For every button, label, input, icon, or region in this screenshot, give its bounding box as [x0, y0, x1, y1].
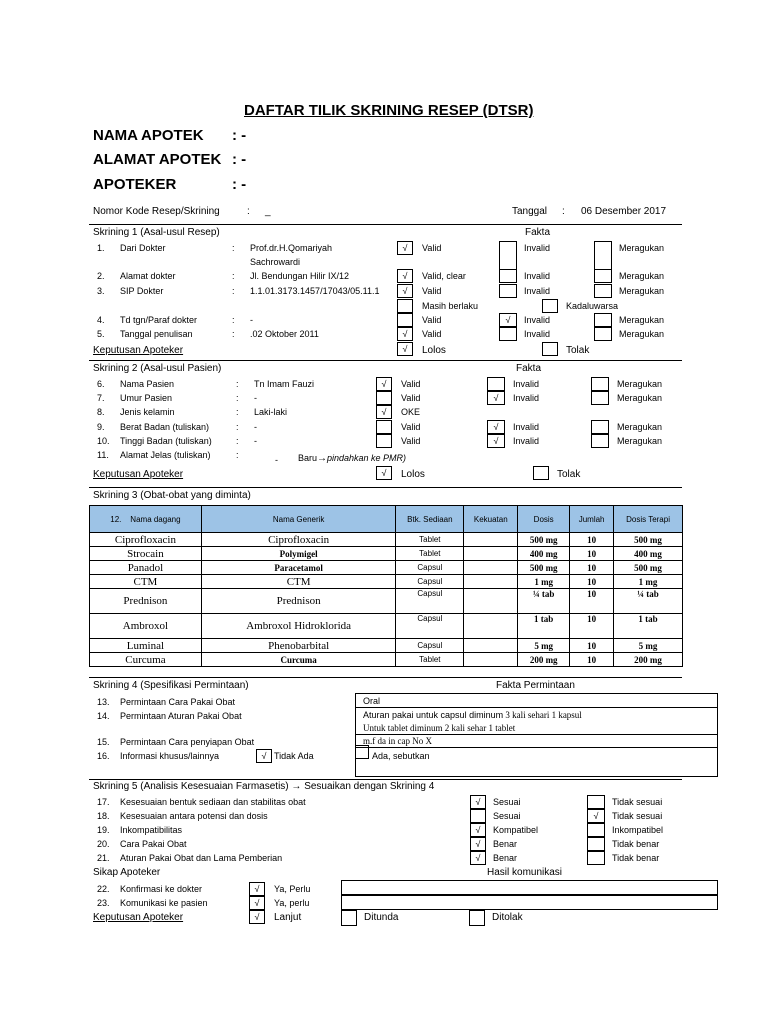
row-value-cont: Sachrowardi [250, 257, 301, 267]
checkbox-valid[interactable]: √ [376, 377, 392, 391]
cell-jumlah: 10 [570, 533, 614, 547]
cell-jumlah: 10 [570, 575, 614, 589]
option-invalid: Invalid [513, 422, 540, 432]
cell-generik: Phenobarbital [201, 639, 396, 653]
cell-nama: Curcuma [90, 653, 202, 667]
table-row [90, 561, 683, 575]
pindahkan-note: pindahkan ke PMR) [327, 453, 407, 463]
row-number: 1. [97, 243, 105, 253]
option-valid: Valid [422, 329, 442, 339]
option-valid: Valid [422, 315, 442, 325]
cell-nama: CTM [90, 575, 202, 589]
apoteker-value: : - [232, 176, 247, 193]
row-label: Permintaan Cara penyiapan Obat [120, 737, 255, 747]
cell-btk: Tablet [396, 547, 464, 561]
divider [355, 707, 718, 708]
row-label: Aturan Pakai Obat dan Lama Pemberian [120, 853, 283, 863]
row-label: Td tgn/Paraf dokter [120, 315, 198, 325]
row-colon: : [236, 436, 239, 446]
option-invalid: Invalid [524, 286, 551, 296]
row-label: Konfirmasi ke dokter [120, 884, 203, 894]
row-number: 9. [97, 422, 105, 432]
s4-title: Skrining 4 (Spesifikasi Permintaan) [93, 680, 249, 691]
option-tolak: Tolak [566, 345, 590, 356]
cell-nama: Ambroxol [90, 614, 202, 639]
checkbox-oke[interactable]: √ [376, 405, 392, 419]
row-number: 17. [97, 797, 110, 807]
cell-terapi: 500 mg [614, 533, 683, 547]
cell-btk: Capsul [396, 589, 464, 614]
row-value: - [275, 455, 278, 465]
nama-apotek-value: : - [232, 127, 247, 144]
cell-kekuatan [464, 547, 518, 561]
row-label: Tanggal penulisan [120, 329, 193, 339]
checkbox-option-1[interactable]: √ [470, 823, 486, 837]
option-invalid: Invalid [513, 379, 540, 389]
s2-keputusan: Keputusan Apoteker [93, 469, 184, 480]
row-label: Umur Pasien [120, 393, 173, 403]
row-value: - [250, 315, 253, 325]
col-dosis: Dosis [518, 506, 570, 533]
row-label: Kesesuaian antara potensi dan dosis [120, 811, 268, 821]
option-valid: Valid [422, 286, 442, 296]
row-number: 7. [97, 393, 105, 403]
checkbox-option-1[interactable] [470, 809, 486, 823]
checkbox-meragukan[interactable] [594, 269, 612, 283]
col-btk-sediaan: Btk. Sediaan [396, 506, 464, 533]
fakta-oral: Oral [363, 696, 381, 706]
table-row [90, 575, 683, 589]
divider [89, 360, 682, 361]
cell-dosis: 400 mg [518, 547, 570, 561]
option-valid: Valid [401, 422, 421, 432]
row-label: Komunikasi ke pasien [120, 898, 208, 908]
nama-apotek-label: NAMA APOTEK [93, 127, 204, 144]
fakta-permintaan-box [355, 693, 718, 777]
option-invalid: Invalid [524, 271, 551, 281]
s1-title: Skrining 1 (Asal-usul Resep) [93, 227, 220, 238]
row-value: Laki-laki [254, 407, 288, 417]
option-1: Sesuai [493, 811, 521, 821]
cell-generik: Paracetamol [201, 561, 396, 575]
fakta-aturan-value: 3 kali sehari 1 kapsul [503, 710, 582, 720]
table-row [90, 533, 683, 547]
cell-dosis: 500 mg [518, 561, 570, 575]
cell-btk: Capsul [396, 575, 464, 589]
baru-note [298, 453, 406, 464]
row-number: 11. [97, 450, 109, 460]
sikap-keputusan: Keputusan Apoteker [93, 912, 184, 923]
checkbox-konfirmasi[interactable]: √ [249, 882, 265, 896]
option-valid: Valid, clear [422, 271, 466, 281]
option-ditunda: Ditunda [364, 912, 399, 923]
row-value: - [254, 422, 257, 432]
cell-terapi: ¼ tab [614, 589, 683, 614]
table-row [90, 547, 683, 561]
checkbox-meragukan[interactable] [591, 420, 609, 434]
option-invalid: Invalid [524, 315, 551, 325]
cell-kekuatan [464, 561, 518, 575]
row-number: 19. [97, 825, 110, 835]
s5-title: Skrining 5 (Analisis Kesesuaian Farmasetis) [93, 781, 289, 792]
divider [89, 224, 682, 225]
checkbox-option-1[interactable]: √ [470, 837, 486, 851]
row-label: Permintaan Cara Pakai Obat [120, 697, 236, 707]
divider [355, 747, 718, 748]
row-colon: : [232, 243, 235, 253]
checkbox-invalid[interactable] [499, 327, 517, 341]
checkbox-valid[interactable] [376, 420, 392, 434]
cell-generik: CTM [201, 575, 396, 589]
checkbox-meragukan[interactable] [594, 284, 612, 298]
row-label: Informasi khusus/lainnya [120, 751, 220, 761]
cell-nama: Prednison [90, 589, 202, 614]
alamat-apotek-label: ALAMAT APOTEK [93, 151, 222, 168]
drug-table [89, 505, 683, 667]
row-number: 23. [97, 898, 110, 908]
row-label: Jenis kelamin [120, 407, 175, 417]
fakta-penyiapan: m.f da in cap No X [363, 736, 432, 746]
checkbox-invalid[interactable]: √ [487, 434, 505, 448]
cell-kekuatan [464, 575, 518, 589]
row-colon: : [232, 315, 235, 325]
option-meragukan: Meragukan [619, 286, 665, 296]
cell-nama: Luminal [90, 639, 202, 653]
row-value: .02 Oktober 2011 [250, 329, 319, 339]
alamat-apotek-value: : - [232, 151, 247, 168]
checkbox-tolak[interactable] [533, 466, 549, 480]
cell-jumlah: 10 [570, 589, 614, 614]
col-kekuatan: Kekuatan [464, 506, 518, 533]
cell-generik: Curcuma [201, 653, 396, 667]
checkbox-valid[interactable]: √ [397, 241, 413, 255]
table-row [90, 614, 683, 639]
table-row [90, 589, 683, 614]
option-2: Inkompatibel [612, 825, 664, 835]
sikap-title: Sikap Apoteker [93, 867, 161, 878]
row-number: 10. [97, 436, 110, 446]
checkbox-option-1[interactable]: √ [470, 795, 486, 809]
row-label: Dari Dokter [120, 243, 166, 253]
s1-fakta: Fakta [525, 227, 551, 238]
row-number: 5. [97, 329, 105, 339]
option-meragukan: Meragukan [617, 422, 663, 432]
table-row [90, 653, 683, 667]
row-label: Tinggi Badan (tuliskan) [120, 436, 212, 446]
cell-generik: Prednison [201, 589, 396, 614]
cell-generik: Ambroxol Hidroklorida [201, 614, 396, 639]
checkbox-option-2[interactable] [587, 837, 605, 851]
cell-dosis: 500 mg [518, 533, 570, 547]
option-meragukan: Meragukan [619, 271, 665, 281]
option-valid: Valid [401, 379, 421, 389]
cell-nama: Panadol [90, 561, 202, 575]
option-masih-berlaku: Masih berlaku [422, 301, 479, 311]
option-meragukan: Meragukan [619, 315, 665, 325]
checkbox-invalid[interactable]: √ [487, 420, 505, 434]
option-meragukan: Meragukan [619, 243, 665, 253]
checkbox-invalid[interactable] [487, 377, 505, 391]
checkbox-lolos[interactable]: √ [397, 342, 413, 356]
option-2: Tidak sesuai [612, 811, 663, 821]
checkbox-masih-berlaku[interactable] [397, 299, 413, 313]
checkbox-invalid[interactable] [499, 284, 517, 298]
checkbox-invalid[interactable] [499, 241, 517, 271]
checkbox-option-2[interactable] [587, 823, 605, 837]
row-label: Berat Badan (tuliskan) [120, 422, 210, 432]
checkbox-lolos[interactable]: √ [376, 466, 392, 480]
checkbox-tolak[interactable] [542, 342, 558, 356]
option-valid: Valid [401, 436, 421, 446]
arrow-right-icon: → [291, 781, 302, 792]
row-label: Kesesuaian bentuk sediaan dan stabilitas obat [120, 797, 306, 807]
row-number: 13. [97, 697, 110, 707]
kode-resep-label: Nomor Kode Resep/Skrining [93, 206, 220, 217]
option-ditolak: Ditolak [492, 912, 523, 923]
row-number: 14. [97, 711, 110, 721]
row-label: Cara Pakai Obat [120, 839, 187, 849]
row-value: - [254, 436, 257, 446]
col-nama-generik: Nama Generik [201, 506, 396, 533]
option-meragukan: Meragukan [619, 329, 665, 339]
row-colon: : [236, 422, 239, 432]
s2-title: Skrining 2 (Asal-usul Pasien) [93, 363, 222, 374]
row-number: 20. [97, 839, 110, 849]
divider [89, 779, 682, 780]
option-invalid: Invalid [524, 329, 551, 339]
checkbox-valid[interactable]: √ [397, 284, 413, 298]
option-2: Tidak benar [612, 853, 660, 863]
option-valid: Valid [422, 243, 442, 253]
kode-colon: : [247, 206, 250, 217]
checkbox-kadaluwarsa[interactable] [542, 299, 558, 313]
option-valid: Valid [401, 393, 421, 403]
row-value: Tn Imam Fauzi [254, 379, 315, 389]
checkbox-komunikasi[interactable]: √ [249, 896, 265, 910]
divider [355, 734, 718, 735]
row-colon: : [236, 379, 239, 389]
checkbox-meragukan[interactable] [591, 377, 609, 391]
row-label: Alamat Jelas (tuliskan) [120, 450, 211, 460]
divider [89, 487, 682, 488]
checkbox-option-1[interactable]: √ [470, 851, 486, 865]
cell-nama: Ciprofloxacin [90, 533, 202, 547]
s3-title: Skrining 3 (Obat-obat yang diminta) [93, 490, 251, 501]
checkbox-invalid[interactable] [499, 269, 517, 283]
option-ya-perlu: Ya, Perlu [274, 884, 311, 894]
row-number: 18. [97, 811, 110, 821]
checkbox-meragukan[interactable] [591, 434, 609, 448]
cell-btk: Capsul [396, 614, 464, 639]
row-colon: : [232, 286, 235, 296]
col-nama-dagang: 12. Nama dagang [90, 506, 202, 533]
cell-terapi: 200 mg [614, 653, 683, 667]
checkbox-lanjut[interactable]: √ [249, 910, 265, 924]
cell-terapi: 500 mg [614, 561, 683, 575]
row-colon: : [232, 329, 235, 339]
cell-jumlah: 10 [570, 614, 614, 639]
checkbox-ditunda[interactable] [341, 910, 357, 926]
row-value: Jl. Bendungan Hilir IX/12 [250, 271, 350, 281]
option-tidak-ada: Tidak Ada [274, 751, 314, 761]
tanggal-label: Tanggal [512, 206, 548, 217]
row-number: 6. [97, 379, 105, 389]
cell-kekuatan [464, 533, 518, 547]
cell-dosis: 5 mg [518, 639, 570, 653]
checkbox-valid[interactable] [376, 391, 392, 405]
option-invalid: Invalid [513, 393, 540, 403]
option-meragukan: Meragukan [617, 379, 663, 389]
s2-fakta: Fakta [516, 363, 542, 374]
checkbox-valid[interactable]: √ [397, 327, 413, 341]
cell-btk: Tablet [396, 533, 464, 547]
cell-dosis: 1 tab [518, 614, 570, 639]
baru-label: Baru [298, 453, 318, 463]
cell-btk: Tablet [396, 653, 464, 667]
row-number: 4. [97, 315, 105, 325]
option-1: Sesuai [493, 797, 521, 807]
cell-dosis: ¼ tab [518, 589, 570, 614]
cell-kekuatan [464, 639, 518, 653]
option-1: Benar [493, 853, 518, 863]
cell-dosis: 200 mg [518, 653, 570, 667]
checkbox-option-2[interactable] [587, 851, 605, 865]
cell-btk: Capsul [396, 561, 464, 575]
checkbox-valid[interactable]: √ [397, 269, 413, 283]
option-1: Benar [493, 839, 518, 849]
row-label: Nama Pasien [120, 379, 175, 389]
kode-resep-value: _ [265, 206, 271, 217]
cell-terapi: 1 mg [614, 575, 683, 589]
row-colon: : [232, 271, 235, 281]
row-number: 2. [97, 271, 105, 281]
cell-dosis: 1 mg [518, 575, 570, 589]
fakta-aturan-label: Aturan pakai untuk capsul diminum [363, 710, 504, 720]
row-number: 8. [97, 407, 105, 417]
tanggal-value: 06 Desember 2017 [581, 206, 667, 217]
checkbox-tidak-ada[interactable]: √ [256, 749, 272, 763]
option-kadaluwarsa: Kadaluwarsa [566, 301, 619, 311]
checkbox-ditolak[interactable] [469, 910, 485, 926]
row-number: 21. [97, 853, 110, 863]
checkbox-valid[interactable] [376, 434, 392, 448]
cell-nama: Strocain [90, 547, 202, 561]
s5-title-2: Sesuaikan dengan Skrining 4 [304, 781, 435, 792]
row-colon: : [236, 450, 239, 460]
option-lolos: Lolos [422, 345, 446, 356]
row-value: Prof.dr.H.Qomariyah [250, 243, 333, 253]
checkbox-meragukan[interactable] [594, 241, 612, 271]
s4-fakta: Fakta Permintaan [496, 680, 575, 691]
row-label: Inkompatibilitas [120, 825, 183, 835]
row-label: Alamat dokter [120, 271, 176, 281]
checkbox-invalid[interactable]: √ [487, 391, 505, 405]
option-lanjut: Lanjut [274, 912, 302, 923]
arrow-right-icon: → [317, 453, 328, 464]
row-value: - [254, 393, 257, 403]
cell-generik: Ciprofloxacin [201, 533, 396, 547]
hasil-komunikasi-field-2[interactable] [341, 895, 718, 910]
option-invalid: Invalid [513, 436, 540, 446]
fakta-aturan [363, 710, 582, 720]
cell-kekuatan [464, 614, 518, 639]
cell-terapi: 1 tab [614, 614, 683, 639]
table-row [90, 639, 683, 653]
s1-keputusan: Keputusan Apoteker [93, 345, 184, 356]
row-number: 16. [97, 751, 110, 761]
row-colon: : [236, 407, 239, 417]
checkbox-meragukan[interactable] [591, 391, 609, 405]
cell-terapi: 5 mg [614, 639, 683, 653]
row-label: Permintaan Aturan Pakai Obat [120, 711, 242, 721]
checkbox-option-2[interactable]: √ [587, 809, 605, 823]
cell-jumlah: 10 [570, 639, 614, 653]
tanggal-colon: : [562, 206, 565, 217]
cell-kekuatan [464, 653, 518, 667]
divider [89, 677, 682, 678]
option-tolak: Tolak [557, 469, 581, 480]
option-2: Tidak benar [612, 839, 660, 849]
cell-terapi: 400 mg [614, 547, 683, 561]
fakta-aturan-tablet: Untuk tablet diminum 2 kali sehar 1 tablet [363, 723, 516, 733]
option-meragukan: Meragukan [617, 436, 663, 446]
option-meragukan: Meragukan [617, 393, 663, 403]
cell-jumlah: 10 [570, 653, 614, 667]
option-invalid: Invalid [524, 243, 551, 253]
cell-jumlah: 10 [570, 561, 614, 575]
cell-jumlah: 10 [570, 547, 614, 561]
checkbox-meragukan[interactable] [594, 313, 612, 327]
table-header-row [90, 506, 683, 533]
checkbox-option-2[interactable] [587, 795, 605, 809]
hasil-komunikasi-field-1[interactable] [341, 880, 718, 895]
apoteker-label: APOTEKER [93, 176, 177, 193]
checkbox-invalid[interactable]: √ [499, 313, 517, 327]
cell-generik: Polymigel [201, 547, 396, 561]
s5-title-line [93, 781, 434, 792]
checkbox-valid[interactable] [397, 313, 413, 327]
option-ada: Ada, sebutkan [372, 751, 430, 761]
hasil-komunikasi: Hasil komunikasi [487, 867, 563, 878]
row-number: 22. [97, 884, 110, 894]
row-number: 15. [97, 737, 110, 747]
row-colon: : [236, 393, 239, 403]
col-jumlah: Jumlah [570, 506, 614, 533]
row-label: SIP Dokter [120, 286, 164, 296]
option-ya-perlu: Ya, perlu [274, 898, 310, 908]
checkbox-meragukan[interactable] [594, 327, 612, 341]
option-1: Kompatibel [493, 825, 539, 835]
row-value: 1.1.01.3173.1457/17043/05.11.1 [250, 286, 380, 296]
row-number: 3. [97, 286, 105, 296]
option-oke: OKE [401, 407, 421, 417]
cell-kekuatan [464, 589, 518, 614]
option-lolos: Lolos [401, 469, 425, 480]
cell-btk: Capsul [396, 639, 464, 653]
option-2: Tidak sesuai [612, 797, 663, 807]
page-title: DAFTAR TILIK SKRINING RESEP (DTSR) [244, 102, 534, 119]
col-dosis-terapi: Dosis Terapi [614, 506, 683, 533]
